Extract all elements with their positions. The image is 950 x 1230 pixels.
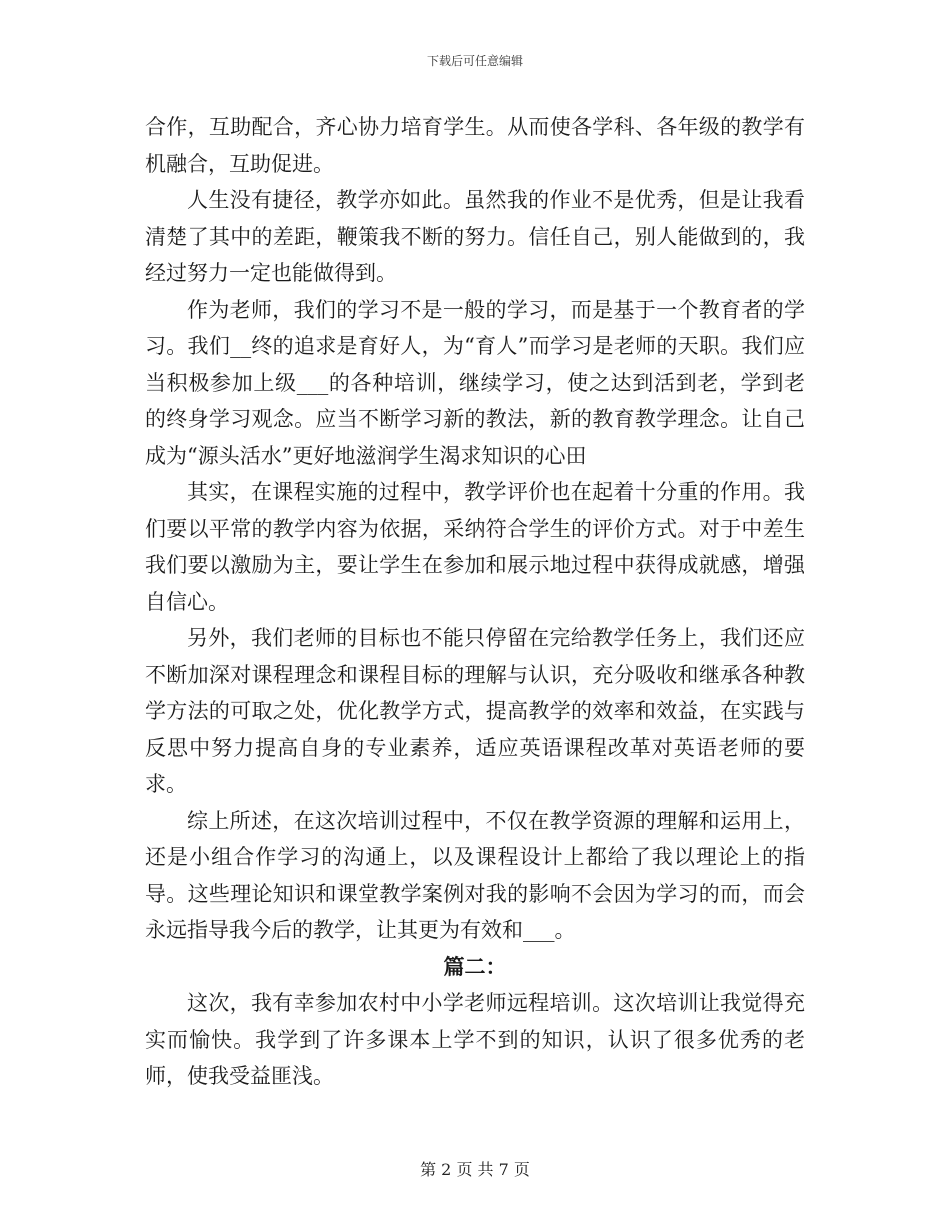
page-number-footer: 第 2 页 共 7 页 [420,1160,530,1179]
paragraph: 人生没有捷径，教学亦如此。虽然我的作业不是优秀，但是让我看清楚了其中的差距，鞭策我不断的努力。信任自己，别人能做到的，我经过努力一定也能做得到。 [145,188,805,285]
paragraph: 综上所述，在这次培训过程中，不仅在教学资源的理解和运用上，还是小组合作学习的沟通上，以及课程设计上都给了我以理论上的指导。这些理论知识和课堂教学案例对我的影响不会因为学习的而，而会永远指导我今后的教学，让其更为有效和___。 [145,808,805,942]
page-header-note: 下载后可任意编辑 [426,54,523,68]
paragraph: 其实，在课程实施的过程中，教学评价也在起着十分重的作用。我们要以平常的教学内容为依据，采纳符合学生的评价方式。对于中差生我们要以激励为主，要让学生在参加和展示地过程中获得成就感，增强自信心。 [145,480,805,614]
section-heading: 篇二： [443,953,507,979]
paragraph: 另外，我们老师的目标也不能只停留在完给教学任务上，我们还应不断加深对课程理念和课程目标的理解与认识，充分吸收和继承各种教学方法的可取之处，优化教学方式，提高教学的效率和效益，在实践与反思中努力提高自身的专业素养，适应英语课程改革对英语老师的要求。 [145,626,805,796]
document-body [145,109,805,1095]
paragraph: 这次，我有幸参加农村中小学老师远程培训。这次培训让我觉得充实而愉快。我学到了许多课本上学不到的知识，认识了很多优秀的老师，使我受益匪浅。 [145,991,805,1088]
paragraph-continuation: 合作，互助配合，齐心协力培育学生。从而使各学科、各年级的教学有机融合，互助促进。 [145,115,805,176]
paragraph: 作为老师，我们的学习不是一般的学习，而是基于一个教育者的学习。我们__终的追求是育好人，为“育人”而学习是老师的天职。我们应当积极参加上级___的各种培训，继续学习，使之达到活到老，学到老的终身学习观念。应当不断学习新的教法，新的教育教学理念。让自己成为“源头活水”更好地滋润学生渴求知识的心田 [145,297,805,468]
